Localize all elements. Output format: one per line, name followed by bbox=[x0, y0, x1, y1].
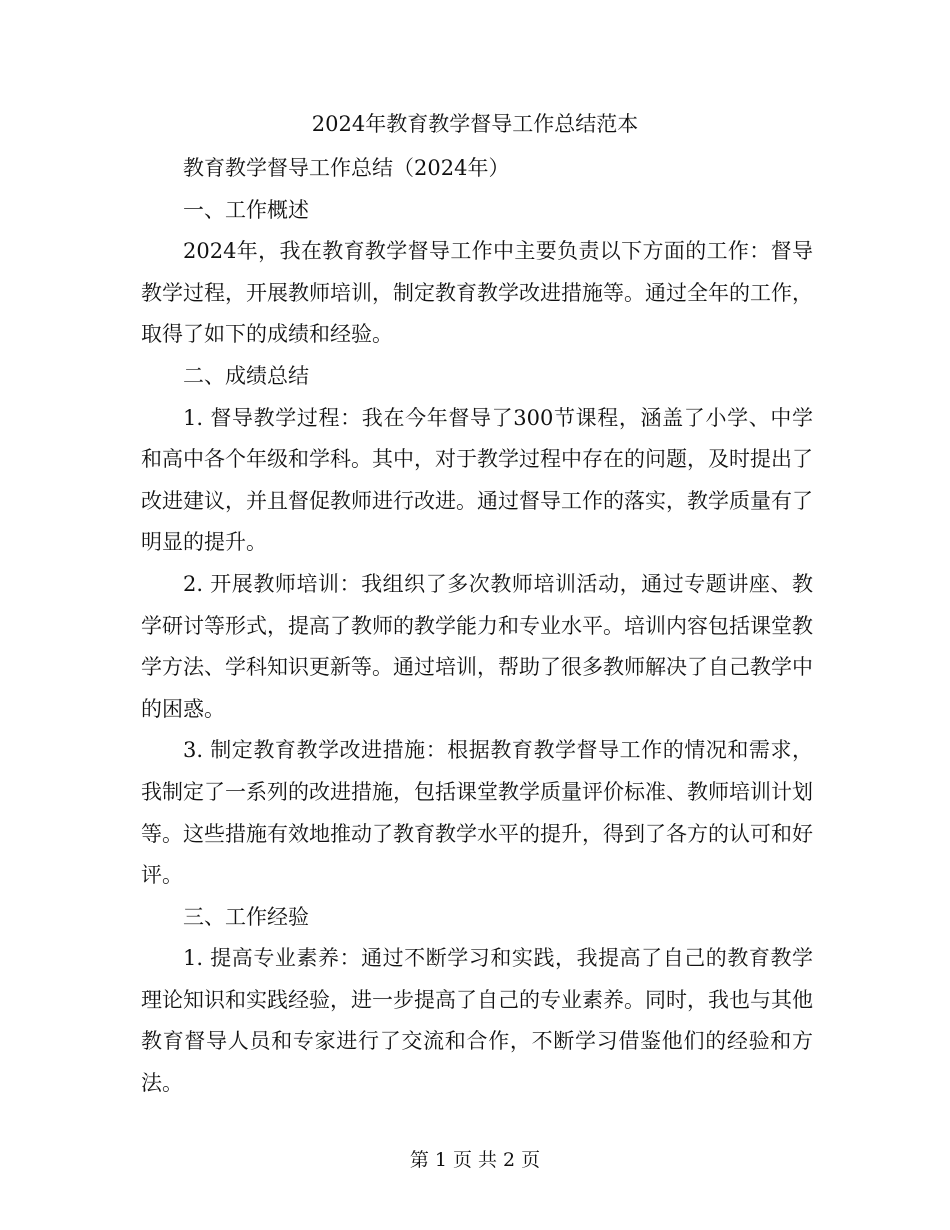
paragraph-overview: 2024年，我在教育教学督导工作中主要负责以下方面的工作：督导教学过程，开展教师培训，制定教育教学改进措施等。通过全年的工作，取得了如下的成绩和经验。 bbox=[141, 239, 813, 347]
paragraph-achievement-3: 3. 制定教育教学改进措施：根据教育教学督导工作的情况和需求，我制定了一系列的改进措施，包括课堂教学质量评价标准、教师培训计划等。这些措施有效地推动了教育教学水平的提升，得到了各方的认可和好评。 bbox=[141, 738, 813, 888]
section-heading-experience: 三、工作经验 bbox=[183, 904, 309, 929]
page-number-label: 第 1 页 共 2 页 bbox=[409, 1149, 541, 1171]
subtitle-paragraph: 教育教学督导工作总结（2024年） bbox=[183, 156, 510, 180]
section-heading-overview: 一、工作概述 bbox=[183, 197, 309, 222]
paragraph-achievement-2: 2. 开展教师培训：我组织了多次教师培训活动，通过专题讲座、教学研讨等形式，提高了教师的教学能力和专业水平。培训内容包括课堂教学方法、学科知识更新等。通过培训，帮助了很多教师解决了自己教学中的困惑。 bbox=[141, 571, 813, 721]
section-heading-achievements: 二、成绩总结 bbox=[183, 363, 309, 388]
document-body bbox=[141, 148, 813, 1105]
document-title: 2024年教育教学督导工作总结范本 bbox=[311, 112, 639, 136]
paragraph-achievement-1: 1. 督导教学过程：我在今年督导了300节课程，涵盖了小学、中学和高中各个年级和学科。其中，对于教学过程中存在的问题，及时提出了改进建议，并且督促教师进行改进。通过督导工作的落实，教学质量有了明显的提升。 bbox=[141, 405, 813, 555]
paragraph-experience-1: 1. 提高专业素养：通过不断学习和实践，我提高了自己的教育教学理论知识和实践经验，进一步提高了自己的专业素养。同时，我也与其他教育督导人员和专家进行了交流和合作，不断学习借鉴他们的经验和方法。 bbox=[141, 946, 813, 1096]
page-footer bbox=[0, 1146, 950, 1174]
